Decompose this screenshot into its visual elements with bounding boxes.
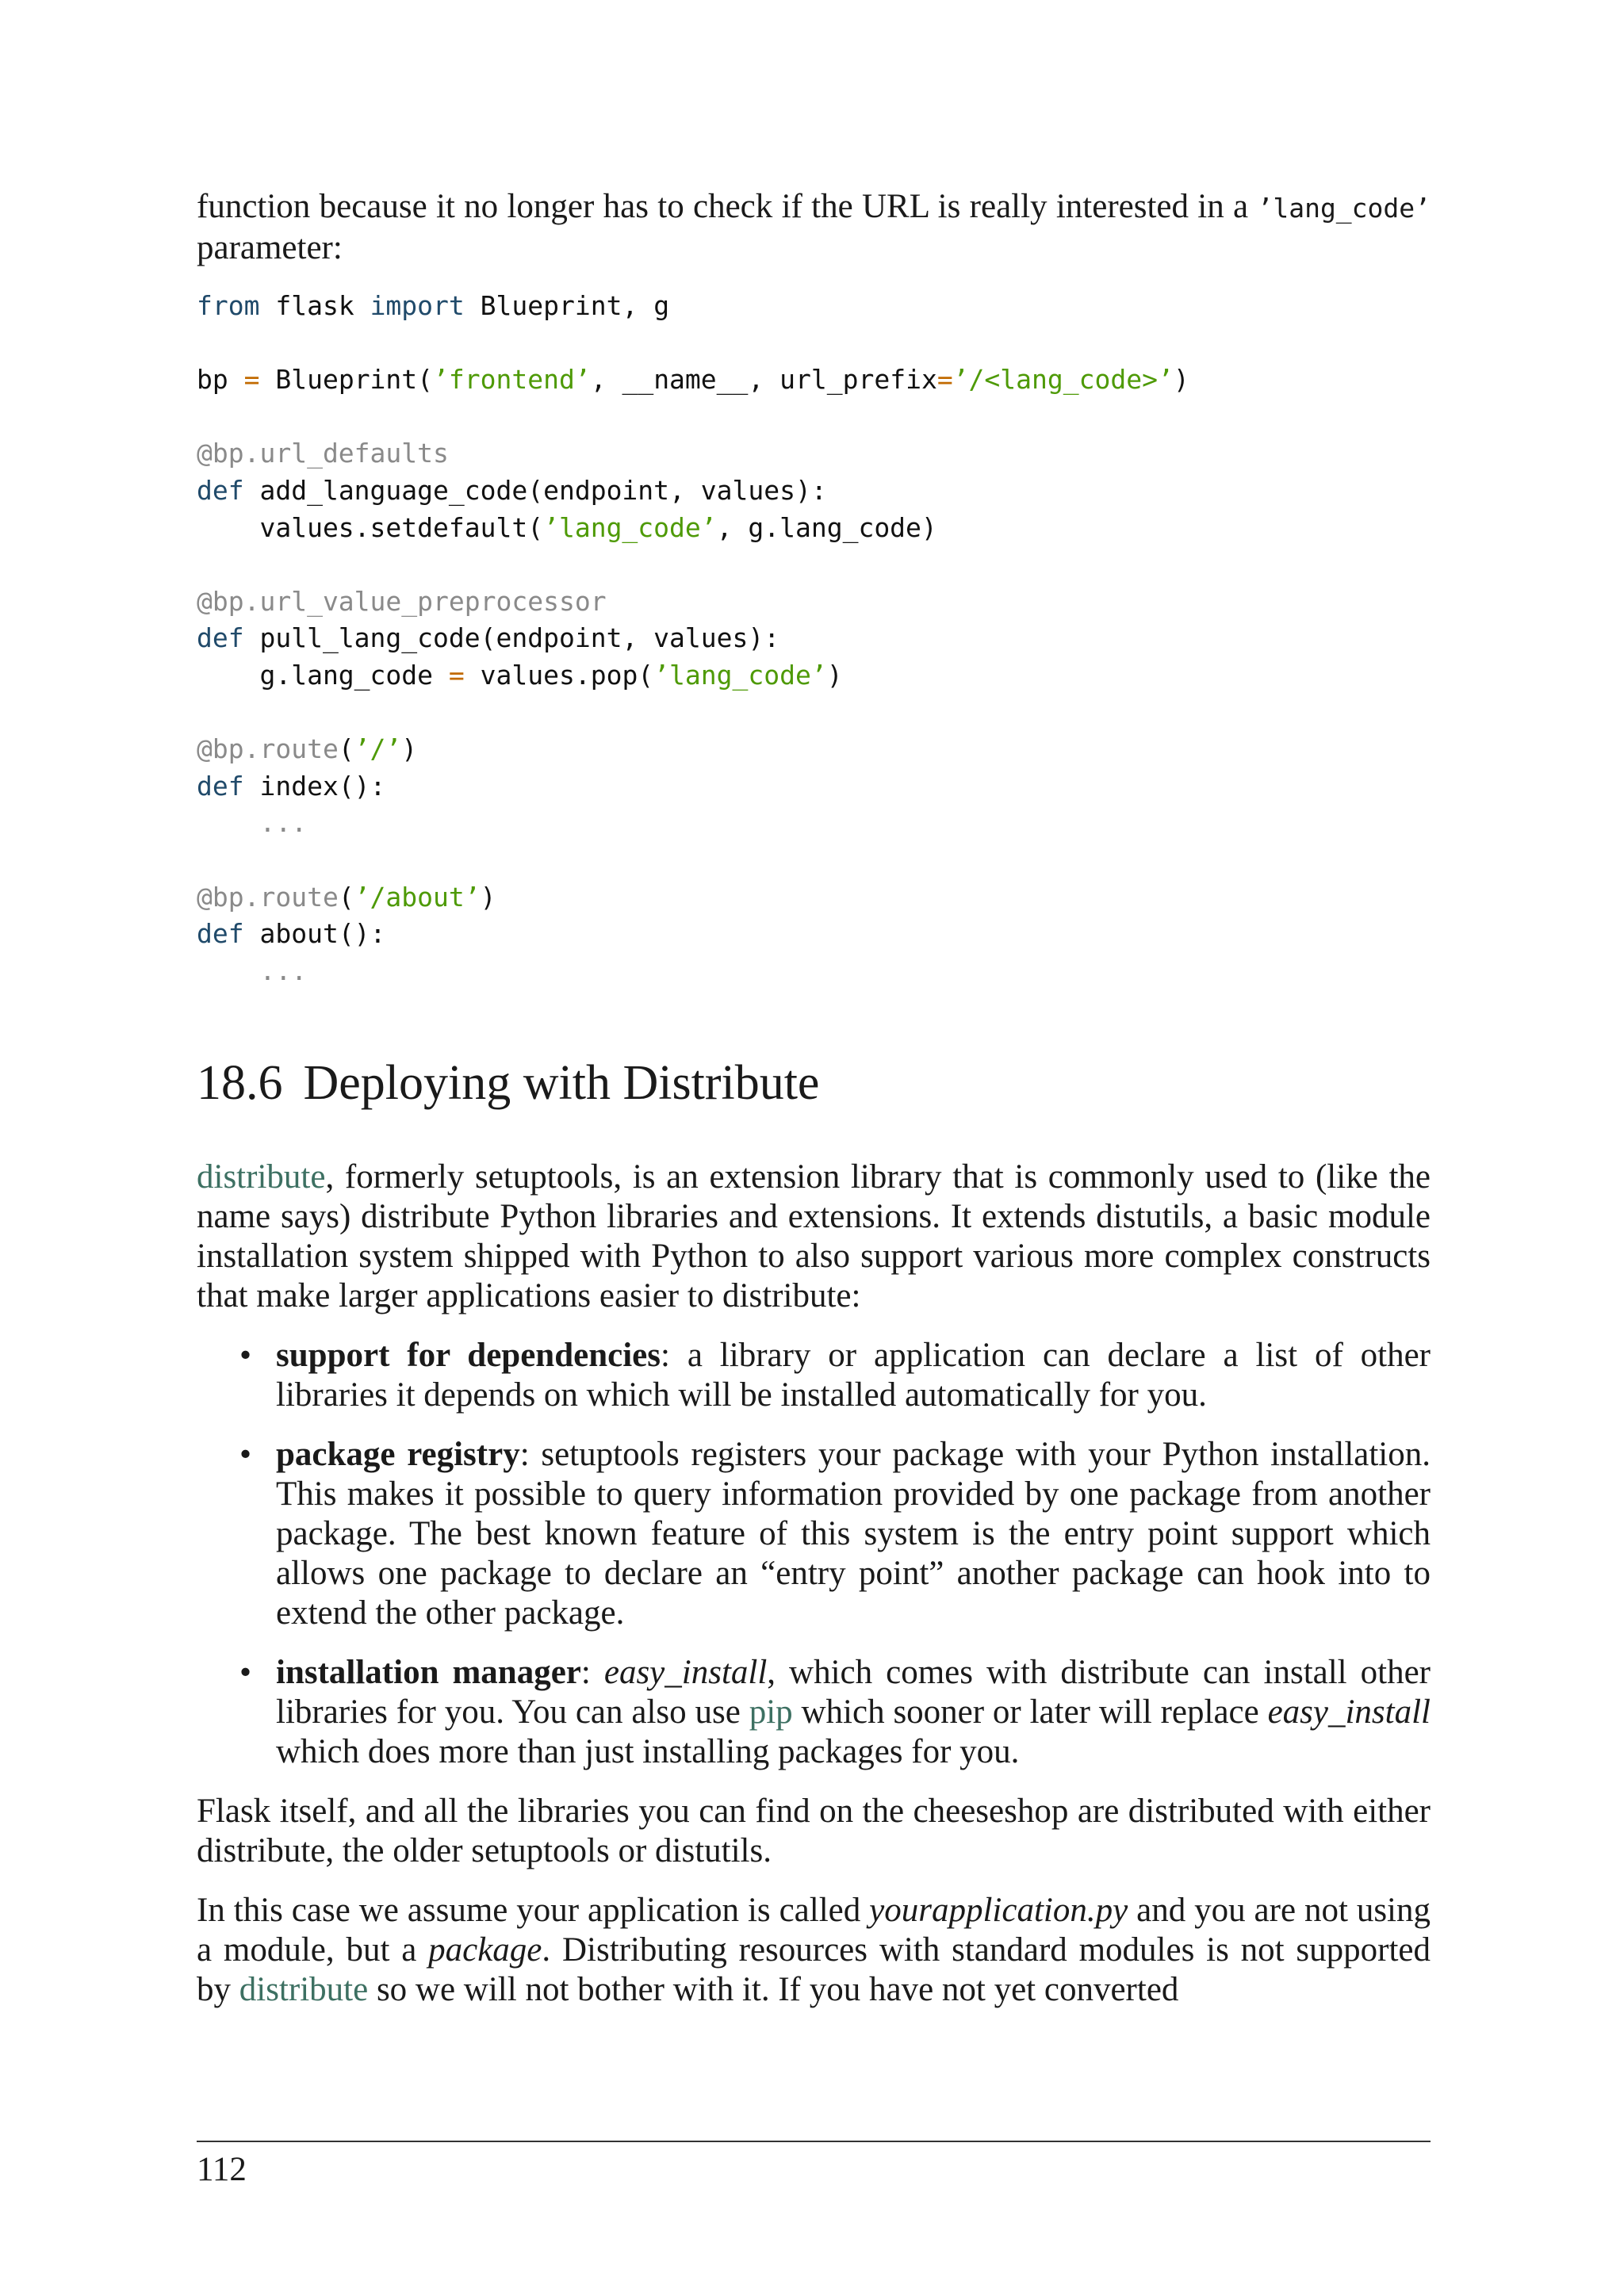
code-token: ) <box>1173 364 1189 396</box>
code-token: , __name__, url_prefix <box>590 364 937 396</box>
intro-text: function because it no longer has to check if the URL is really interested in a <box>197 188 1249 225</box>
list-item-emphasis: easy_install <box>1267 1693 1431 1732</box>
code-token: ’/about’ <box>354 881 481 913</box>
distribute-paragraph-text: , formerly setuptools, is an extension library that is commonly used to (like the name says) distribute Python libraries and extensions. It extends distutils, a basic module installation system shipped with Python to also support various more complex constructs that make larger applications easier to distribute: <box>197 1158 1431 1315</box>
section-heading <box>197 1054 1431 1112</box>
list-item-sep: : <box>580 1654 604 1692</box>
code-token: def <box>197 474 244 506</box>
page-content <box>197 187 1431 2030</box>
page-number: 112 <box>197 2151 247 2188</box>
paragraph-text: In this case we assume your application is called <box>197 1892 870 1930</box>
code-token: ’/’ <box>354 733 402 765</box>
code-token: = <box>448 659 465 691</box>
code-token: def <box>197 770 244 802</box>
code-line <box>197 879 1431 916</box>
paragraph-text: . Distributing resources with standard modules is not supported by <box>197 1931 1431 2009</box>
code-token: ’/<lang_code>’ <box>952 364 1174 396</box>
intro-paragraph <box>197 187 1431 268</box>
code-token: from <box>197 290 260 321</box>
code-token: ’frontend’ <box>433 364 591 396</box>
code-token: flask <box>259 290 370 321</box>
code-line <box>197 325 1431 362</box>
list-item-text: : setuptools registers your package with your Python installation. This makes it possible to query information provided by one package from another package. The best known feature of this system is the entry point support which allows one package to declare an “entry point” another package can hook into to extend the other package. <box>276 1436 1431 1632</box>
code-token: ... <box>197 807 308 839</box>
pip-link[interactable]: pip <box>749 1693 793 1732</box>
section-number: 18.6 <box>197 1056 283 1111</box>
code-token: @bp.url_value_preprocessor <box>197 585 607 617</box>
code-token: def <box>197 918 244 950</box>
code-token: ) <box>480 881 496 913</box>
code-token: , g.lang_code) <box>716 511 937 543</box>
distribute-link[interactable]: distribute <box>197 1158 326 1196</box>
code-line <box>197 953 1431 990</box>
code-token: index(): <box>243 770 386 802</box>
code-token: ) <box>401 733 418 765</box>
code-token: @bp.route <box>197 733 339 765</box>
list-item-term: support for dependencies <box>276 1337 661 1375</box>
code-line <box>197 657 1431 695</box>
code-line <box>197 435 1431 473</box>
code-token: def <box>197 622 244 654</box>
code-token: = <box>243 364 260 396</box>
list-item <box>276 1653 1431 1772</box>
code-line <box>197 695 1431 732</box>
code-token: add_language_code(endpoint, values): <box>243 474 827 506</box>
code-line <box>197 842 1431 879</box>
code-line <box>197 731 1431 768</box>
application-paragraph <box>197 1891 1431 2010</box>
code-token: @bp.route <box>197 881 339 913</box>
list-item <box>276 1336 1431 1415</box>
code-token: import <box>370 290 465 321</box>
code-block <box>197 288 1431 989</box>
code-token: ’lang_code’ <box>543 511 717 543</box>
intro-param: ’lang_code’ <box>1257 193 1431 224</box>
footer-rule <box>197 2141 1431 2142</box>
code-token: Blueprint, g <box>464 290 670 321</box>
code-line <box>197 288 1431 325</box>
code-token: ) <box>826 659 843 691</box>
code-token: ( <box>338 881 354 913</box>
feature-list <box>197 1336 1431 1772</box>
code-token: ... <box>197 955 308 986</box>
code-token: values.setdefault( <box>197 511 544 543</box>
code-token: values.pop( <box>464 659 654 691</box>
code-token: @bp.url_defaults <box>197 438 449 469</box>
code-token: bp <box>197 364 244 396</box>
list-item-text: , which comes with distribute can install other libraries for you. You can also use <box>276 1654 1431 1732</box>
intro-param-suffix: parameter: <box>197 229 343 266</box>
code-line <box>197 510 1431 547</box>
list-item-term: package registry <box>276 1436 520 1474</box>
paragraph-text: and you are not using a module, but a <box>197 1892 1431 1969</box>
list-item <box>276 1435 1431 1633</box>
code-line <box>197 584 1431 621</box>
filename-emphasis: yourapplication.py <box>869 1892 1128 1930</box>
code-line <box>197 362 1431 399</box>
code-line <box>197 546 1431 584</box>
code-line <box>197 399 1431 436</box>
code-line <box>197 805 1431 842</box>
code-line <box>197 768 1431 806</box>
code-token: = <box>936 364 953 396</box>
paragraph-text: so we will not bother with it. If you have not yet converted <box>368 1971 1179 2009</box>
section-title: Deploying with Distribute <box>303 1056 820 1111</box>
list-item-text: : a library or application can declare a list of other libraries it depends on which will be installed automatically for you. <box>276 1337 1431 1414</box>
list-item-text: which does more than just installing packages for you. <box>276 1733 1020 1771</box>
code-token: about(): <box>243 918 386 950</box>
flask-paragraph: Flask itself, and all the libraries you can find on the cheeseshop are distributed with either distribute, the older setuptools or distutils. <box>197 1793 1431 1870</box>
code-token: Blueprint( <box>259 364 434 396</box>
list-item-text: which sooner or later will replace <box>792 1693 1268 1732</box>
package-emphasis: package <box>428 1931 542 1969</box>
code-token: ’lang_code’ <box>653 659 827 691</box>
code-line <box>197 916 1431 953</box>
list-item-term: installation manager <box>276 1654 581 1692</box>
code-token: g.lang_code <box>197 659 449 691</box>
list-item-emphasis: easy_install <box>603 1654 768 1692</box>
distribute-link[interactable]: distribute <box>239 1971 369 2009</box>
distribute-paragraph <box>197 1158 1431 1316</box>
code-token: ( <box>338 733 354 765</box>
code-line <box>197 620 1431 657</box>
code-token: pull_lang_code(endpoint, values): <box>243 622 780 654</box>
code-line <box>197 473 1431 510</box>
